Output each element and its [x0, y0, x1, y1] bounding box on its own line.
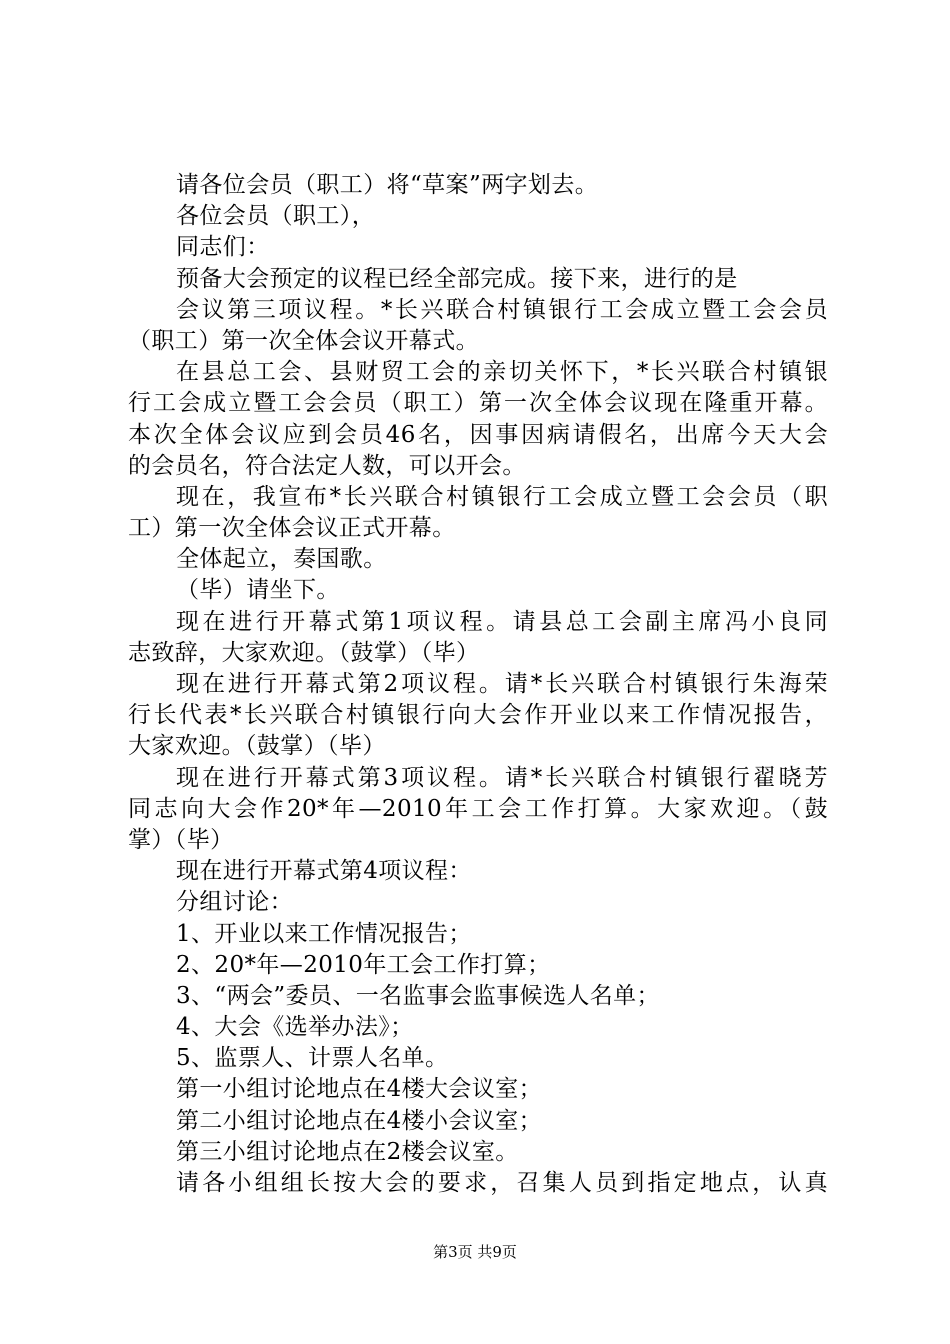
page-number-footer: 第3页 共9页	[433, 1243, 517, 1261]
text-line: 第三小组讨论地点在2楼会议室。	[176, 1138, 519, 1165]
text-line: 的会员名，符合法定人数，可以开会。	[128, 452, 526, 479]
text-line: 行长代表*长兴联合村镇银行向大会作开业以来工作情况报告，	[128, 702, 828, 729]
text-line: 5、监票人、计票人名单。	[176, 1045, 449, 1072]
text-line: 掌）（毕）	[128, 826, 234, 853]
text-line: 工）第一次全体会议正式开幕。	[128, 515, 456, 542]
text-line: 4、大会《选举办法》；	[176, 1014, 414, 1041]
text-line: 现在，我宣布*长兴联合村镇银行工会成立暨工会会员（职	[176, 483, 828, 510]
text-line: 第一小组讨论地点在4楼大会议室；	[176, 1076, 543, 1103]
text-line: 现在进行开幕式第1项议程。请县总工会副主席冯小良同	[176, 608, 828, 635]
text-line: 同志向大会作20*年—2010年工会工作打算。大家欢迎。（鼓	[128, 795, 828, 822]
text-line: 现在进行开幕式第3项议程。请*长兴联合村镇银行翟晓芳	[176, 764, 828, 791]
text-line: 本次全体会议应到会员46名，因事因病请假名，出席今天大会	[128, 421, 828, 448]
text-line: 在县总工会、县财贸工会的亲切关怀下，*长兴联合村镇银	[176, 359, 828, 386]
text-line: 全体起立，奏国歌。	[176, 546, 387, 573]
text-line: 1、开业以来工作情况报告；	[176, 920, 472, 947]
text-line: 预备大会预定的议程已经全部完成。接下来，进行的是	[176, 265, 738, 292]
text-line: 2、20*年—2010年工会工作打算；	[176, 951, 551, 978]
text-line: （职工）第一次全体会议开幕式。	[128, 327, 479, 354]
text-line: 现在进行开幕式第2项议程。请*长兴联合村镇银行朱海荣	[176, 671, 828, 697]
text-line: （毕）请坐下。	[176, 577, 340, 604]
text-line: 会议第三项议程。*长兴联合村镇银行工会成立暨工会会员	[176, 296, 828, 323]
text-line: 3、“两会”委员、一名监事会监事候选人名单；	[176, 982, 660, 1009]
text-line: 行工会成立暨工会会员（职工）第一次全体会议现在隆重开幕。	[128, 390, 828, 417]
text-line: 同志们：	[176, 234, 270, 261]
text-line: 现在进行开幕式第4项议程：	[176, 858, 472, 885]
text-line: 请各位会员（职工）将“草案”两字划去。	[176, 172, 599, 198]
text-line: 第二小组讨论地点在4楼小会议室；	[176, 1107, 543, 1134]
text-line: 请各小组组长按大会的要求，召集人员到指定地点，认真	[176, 1170, 828, 1196]
document-body	[128, 170, 828, 1199]
text-line: 各位会员（职工），	[176, 203, 376, 230]
text-line: 分组讨论：	[176, 889, 293, 916]
text-line: 大家欢迎。（鼓掌）（毕）	[128, 733, 386, 760]
text-line: 志致辞，大家欢迎。（鼓掌）（毕）	[128, 639, 480, 666]
